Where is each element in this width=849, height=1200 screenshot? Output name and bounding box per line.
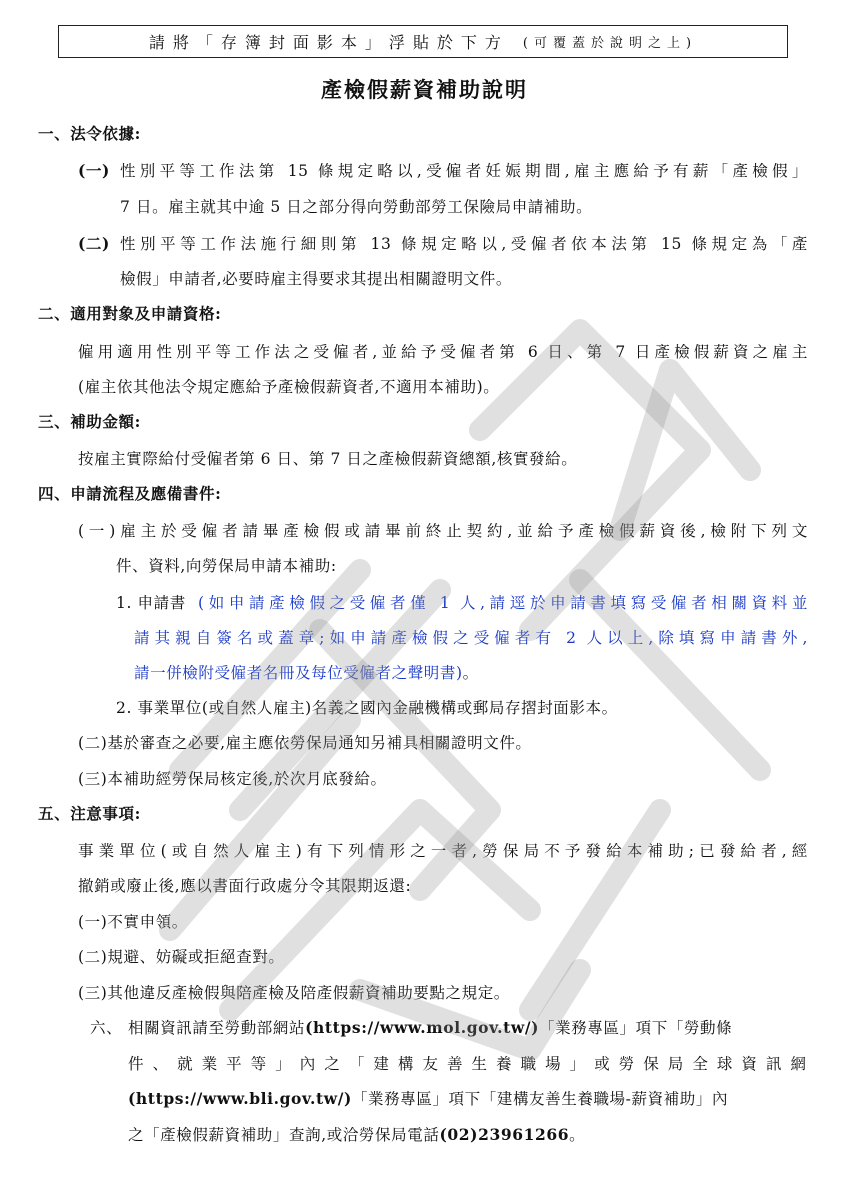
section-3-heading: 三、補助金額: bbox=[38, 412, 141, 431]
s3-line1: 按雇主實際給付受僱者第 6 日、第 7 日之產檢假薪資總額,核實發給。 bbox=[78, 450, 578, 468]
section-5-heading: 五、注意事項: bbox=[38, 804, 141, 823]
notice-box bbox=[58, 25, 788, 58]
page-title: 產檢假薪資補助說明 bbox=[321, 77, 528, 102]
s1-p2-label: (二) bbox=[78, 234, 110, 253]
s5-item1: (一)不實申領。 bbox=[78, 913, 188, 931]
s4-item2: 2. 事業單位(或自然人雇主)名義之國內金融機構或郵局存摺封面影本。 bbox=[116, 699, 618, 717]
phone-number: (02)23961266 bbox=[439, 1125, 570, 1144]
s5-item3: (三)其他違反產檢假與陪產檢及陪產假薪資補助要點之規定。 bbox=[78, 984, 510, 1002]
s6-line3 bbox=[128, 1088, 728, 1110]
s4-item1-blue-line3: 請一併檢附受僱者名冊及每位受僱者之聲明書) bbox=[134, 664, 463, 682]
s6-line4 bbox=[128, 1124, 585, 1146]
s6-line1 bbox=[128, 1017, 732, 1039]
s6-line4-a: 之「產檢假薪資補助」查詢,或洽勞保局電話 bbox=[128, 1126, 440, 1144]
s4-item1-end: 。 bbox=[462, 664, 479, 682]
s2-line2: (雇主依其他法令規定應給予產檢假薪資者,不適用本補助)。 bbox=[78, 378, 500, 396]
mol-url-link[interactable]: (https://www.mol.gov.tw/) bbox=[305, 1018, 540, 1037]
s6-label: 六、 bbox=[90, 1019, 123, 1037]
s4-item1-blue-line2: 請其親自簽名或蓋章;如申請產檢假之受僱者有 2 人以上,除填寫申請書外, bbox=[134, 629, 808, 647]
s6-line2: 件、就業平等」內之「建構友善生養職場」或勞保局全球資訊網 bbox=[128, 1055, 808, 1073]
s2-line1: 僱用適用性別平等工作法之受僱者,並給予受僱者第 6 日、第 7 日產檢假薪資之雇主 bbox=[78, 343, 808, 361]
s4-p2: (二)基於審查之必要,雇主應依勞保局通知另補具相關證明文件。 bbox=[78, 734, 532, 752]
notice-main: 請將「存簿封面影本」浮貼於下方 bbox=[148, 33, 509, 52]
s4-p1-line2: 件、資料,向勞保局申請本補助: bbox=[116, 557, 337, 575]
s6-line3-b: 「業務專區」項下「建構友善生養職場-薪資補助」內 bbox=[351, 1090, 729, 1108]
s5-item2: (二)規避、妨礙或拒絕查對。 bbox=[78, 948, 285, 966]
s6-line4-end: 。 bbox=[569, 1126, 586, 1144]
section-4-heading: 四、申請流程及應備書件: bbox=[38, 484, 222, 503]
s1-p1-label: (一) bbox=[78, 161, 110, 180]
s4-item1-line3 bbox=[134, 662, 479, 684]
s5-line1: 事業單位(或自然人雇主)有下列情形之一者,勞保局不予發給本補助;已發給者,經 bbox=[78, 842, 808, 860]
s6-line1-a: 相關資訊請至勞動部網站 bbox=[128, 1019, 306, 1037]
s4-item1-blue-line1: (如申請產檢假之受僱者僅 1 人,請逕於申請書填寫受僱者相關資料並 bbox=[198, 594, 808, 612]
s4-item1-label: 1. 申請書 bbox=[116, 594, 186, 612]
s1-p2-line2: 檢假」申請者,必要時雇主得要求其提出相關證明文件。 bbox=[120, 270, 512, 288]
s1-p1-line1: 性別平等工作法第 15 條規定略以,受僱者妊娠期間,雇主應給予有薪「產檢假」 bbox=[120, 162, 808, 180]
s1-p1-line2: 7 日。雇主就其中逾 5 日之部分得向勞動部勞工保險局申請補助。 bbox=[120, 198, 593, 216]
bli-url-link[interactable]: (https://www.bli.gov.tw/) bbox=[128, 1089, 352, 1108]
s6-line1-b: 「業務專區」項下「勞動條 bbox=[539, 1019, 733, 1037]
s1-p2-line1: 性別平等工作法施行細則第 13 條規定略以,受僱者依本法第 15 條規定為「產 bbox=[120, 235, 808, 253]
s4-p1-line1: (一)雇主於受僱者請畢產檢假或請畢前終止契約,並給予產檢假薪資後,檢附下列文 bbox=[78, 522, 808, 540]
s5-line2: 撤銷或廢止後,應以書面行政處分令其限期返還: bbox=[78, 877, 412, 895]
notice-sub: (可覆蓋於說明之上) bbox=[522, 36, 698, 51]
section-2-heading: 二、適用對象及申請資格: bbox=[38, 304, 222, 323]
section-1-heading: 一、法令依據: bbox=[38, 124, 141, 143]
s4-p3: (三)本補助經勞保局核定後,於次月底發給。 bbox=[78, 770, 387, 788]
